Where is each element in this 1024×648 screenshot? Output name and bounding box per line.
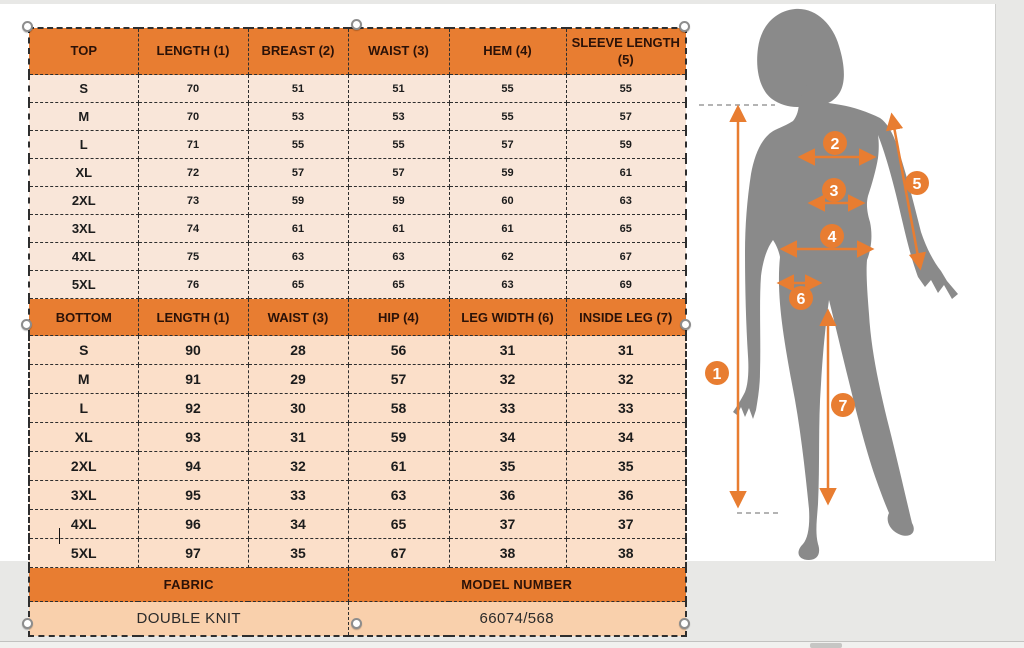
size-label-cell[interactable]: XL (29, 159, 138, 187)
marker-2-label: 2 (830, 136, 840, 153)
column-header[interactable]: LENGTH (1) (138, 28, 248, 75)
table-row (29, 103, 686, 131)
measurement-cell[interactable]: 30 (248, 394, 348, 423)
measurement-cell[interactable]: 63 (566, 187, 686, 215)
measurement-cell[interactable]: 69 (566, 271, 686, 299)
horizontal-scrollbar-thumb[interactable] (810, 643, 842, 648)
measurement-cell[interactable]: 36 (566, 481, 686, 510)
table-row (29, 187, 686, 215)
column-header[interactable]: LEG WIDTH (6) (449, 299, 566, 336)
measurement-cell[interactable]: 67 (566, 243, 686, 271)
measurement-cell[interactable]: 51 (248, 75, 348, 103)
measurement-cell[interactable]: 63 (348, 481, 449, 510)
measurement-cell[interactable]: 33 (449, 394, 566, 423)
size-label-cell[interactable]: L (29, 131, 138, 159)
column-header[interactable]: HIP (4) (348, 299, 449, 336)
measurement-cell[interactable]: 51 (348, 75, 449, 103)
measurement-cell[interactable]: 65 (248, 271, 348, 299)
measurement-cell[interactable]: 55 (348, 131, 449, 159)
table-row (29, 75, 686, 103)
size-label-cell[interactable]: 2XL (29, 187, 138, 215)
measurement-cell[interactable]: 93 (138, 423, 248, 452)
measurement-cell[interactable]: 71 (138, 131, 248, 159)
measurement-cell[interactable]: 97 (138, 539, 248, 568)
measurement-cell[interactable]: 32 (566, 365, 686, 394)
column-header[interactable]: SLEEVE LENGTH (5) (566, 28, 686, 75)
table-row (29, 336, 686, 365)
size-label-cell[interactable]: 5XL (29, 539, 138, 568)
measurement-cell[interactable]: 63 (248, 243, 348, 271)
measurement-cell[interactable]: 38 (449, 539, 566, 568)
footer-header-row (29, 568, 686, 602)
measurement-cell[interactable]: 67 (348, 539, 449, 568)
measurement-cell[interactable]: 73 (138, 187, 248, 215)
selection-handle-middle-left[interactable] (21, 319, 32, 330)
size-label-cell[interactable]: M (29, 103, 138, 131)
measurement-cell[interactable]: 32 (248, 452, 348, 481)
measurement-cell[interactable]: 53 (248, 103, 348, 131)
measurement-cell[interactable]: 91 (138, 365, 248, 394)
measurement-cell[interactable]: 90 (138, 336, 248, 365)
table-row (29, 539, 686, 568)
measurement-cell[interactable]: 61 (348, 452, 449, 481)
measurement-cell[interactable]: 59 (348, 423, 449, 452)
table-row (29, 159, 686, 187)
measurement-cell[interactable]: 55 (566, 75, 686, 103)
table-row (29, 215, 686, 243)
measurement-cell[interactable]: 74 (138, 215, 248, 243)
size-label-cell[interactable]: 2XL (29, 452, 138, 481)
measurement-cell[interactable]: 55 (449, 75, 566, 103)
selection-handle-top-right[interactable] (679, 21, 690, 32)
marker-7-label: 7 (838, 398, 848, 415)
size-label-cell[interactable]: 3XL (29, 215, 138, 243)
selection-handle-bottom-middle[interactable] (351, 618, 362, 629)
measurement-cell[interactable]: 33 (566, 394, 686, 423)
measurement-cell[interactable]: 92 (138, 394, 248, 423)
measurement-cell[interactable]: 57 (248, 159, 348, 187)
size-label-cell[interactable]: XL (29, 423, 138, 452)
column-header[interactable]: HEM (4) (449, 28, 566, 75)
measurement-cell[interactable]: 62 (449, 243, 566, 271)
measurement-cell[interactable]: 55 (449, 103, 566, 131)
top-table-header-row (29, 28, 686, 75)
measurement-cell[interactable]: 32 (449, 365, 566, 394)
size-label-cell[interactable]: M (29, 365, 138, 394)
selection-handle-top-middle[interactable] (351, 19, 362, 30)
size-label-cell[interactable]: S (29, 75, 138, 103)
measurement-cell[interactable]: 59 (248, 187, 348, 215)
selection-handle-top-left[interactable] (22, 21, 33, 32)
bottom-table-header-row (29, 299, 686, 336)
table-row (29, 394, 686, 423)
column-header[interactable]: BREAST (2) (248, 28, 348, 75)
measurement-cell[interactable]: 57 (348, 365, 449, 394)
marker-1-label: 1 (712, 366, 722, 383)
measurement-cell[interactable]: 57 (566, 103, 686, 131)
measurement-cell[interactable]: 33 (248, 481, 348, 510)
measurement-cell[interactable]: 56 (348, 336, 449, 365)
measurement-cell[interactable]: 57 (348, 159, 449, 187)
measurement-cell[interactable]: 28 (248, 336, 348, 365)
text-insertion-cursor (59, 528, 60, 544)
measurement-cell[interactable]: 65 (348, 510, 449, 539)
measurement-cell[interactable]: 31 (248, 423, 348, 452)
measurement-cell[interactable]: 72 (138, 159, 248, 187)
measurement-cell[interactable]: 63 (348, 243, 449, 271)
size-label-cell[interactable]: S (29, 336, 138, 365)
female-silhouette (733, 9, 958, 560)
measurement-cell[interactable]: 70 (138, 103, 248, 131)
measurement-cell[interactable]: 94 (138, 452, 248, 481)
size-chart-table-object[interactable] (28, 27, 685, 637)
table-row (29, 271, 686, 299)
model-number-header[interactable]: MODEL NUMBER (348, 568, 686, 602)
fabric-value[interactable]: DOUBLE KNIT (29, 602, 348, 637)
selection-handle-middle-right[interactable] (680, 319, 691, 330)
measurement-cell[interactable]: 29 (248, 365, 348, 394)
measurement-cell[interactable]: 31 (449, 336, 566, 365)
measurement-cell[interactable]: 36 (449, 481, 566, 510)
measurement-cell[interactable]: 34 (248, 510, 348, 539)
measurement-cell[interactable]: 37 (566, 510, 686, 539)
table-row (29, 131, 686, 159)
size-label-cell[interactable]: 4XL (29, 243, 138, 271)
measurement-cell[interactable]: 65 (566, 215, 686, 243)
measurement-cell[interactable]: 53 (348, 103, 449, 131)
column-header[interactable]: BOTTOM (29, 299, 138, 336)
measurement-cell[interactable]: 31 (566, 336, 686, 365)
column-header[interactable]: WAIST (3) (248, 299, 348, 336)
measurement-cell[interactable]: 38 (566, 539, 686, 568)
measurement-cell[interactable]: 96 (138, 510, 248, 539)
column-header[interactable]: INSIDE LEG (7) (566, 299, 686, 336)
measurement-cell[interactable]: 34 (449, 423, 566, 452)
table-row (29, 481, 686, 510)
measurement-cell[interactable]: 75 (138, 243, 248, 271)
measurement-cell[interactable]: 35 (449, 452, 566, 481)
measurement-cell[interactable]: 65 (348, 271, 449, 299)
measurement-cell[interactable]: 35 (248, 539, 348, 568)
table-row (29, 510, 686, 539)
marker-6-label: 6 (796, 291, 806, 308)
statusbar (0, 642, 1024, 648)
measurement-cell[interactable]: 63 (449, 271, 566, 299)
silhouette-head (757, 9, 844, 107)
measurement-cell[interactable]: 61 (348, 215, 449, 243)
measurement-cell[interactable]: 59 (449, 159, 566, 187)
selection-handle-bottom-right[interactable] (679, 618, 690, 629)
measurement-cell[interactable]: 35 (566, 452, 686, 481)
measurement-figure[interactable] (695, 4, 995, 561)
size-label-cell[interactable]: 3XL (29, 481, 138, 510)
measurement-cell[interactable]: 61 (248, 215, 348, 243)
column-header[interactable]: WAIST (3) (348, 28, 449, 75)
measurement-cell[interactable]: 61 (449, 215, 566, 243)
silhouette-body (733, 81, 958, 560)
table-row (29, 452, 686, 481)
measurement-cell[interactable]: 37 (449, 510, 566, 539)
measurement-cell[interactable]: 59 (348, 187, 449, 215)
marker-4-label: 4 (827, 229, 837, 246)
table-row (29, 423, 686, 452)
measurement-cell[interactable]: 95 (138, 481, 248, 510)
column-header[interactable]: LENGTH (1) (138, 299, 248, 336)
measurement-cell[interactable]: 70 (138, 75, 248, 103)
size-chart[interactable] (28, 27, 687, 637)
measurement-cell[interactable]: 55 (248, 131, 348, 159)
size-label-cell[interactable]: 4XL (29, 510, 138, 539)
measurement-cell[interactable]: 60 (449, 187, 566, 215)
size-label-cell[interactable]: L (29, 394, 138, 423)
measurement-cell[interactable]: 76 (138, 271, 248, 299)
measurement-cell[interactable]: 59 (566, 131, 686, 159)
marker-5-label: 5 (912, 176, 922, 193)
marker-3-label: 3 (829, 183, 839, 200)
measurement-cell[interactable]: 34 (566, 423, 686, 452)
model-number-value[interactable]: 66074/568 (348, 602, 686, 637)
selection-handle-bottom-left[interactable] (22, 618, 33, 629)
column-header[interactable]: TOP (29, 28, 138, 75)
table-row (29, 365, 686, 394)
fabric-header[interactable]: FABRIC (29, 568, 348, 602)
measurement-cell[interactable]: 58 (348, 394, 449, 423)
table-row (29, 243, 686, 271)
measurement-cell[interactable]: 61 (566, 159, 686, 187)
size-label-cell[interactable]: 5XL (29, 271, 138, 299)
measurement-cell[interactable]: 57 (449, 131, 566, 159)
